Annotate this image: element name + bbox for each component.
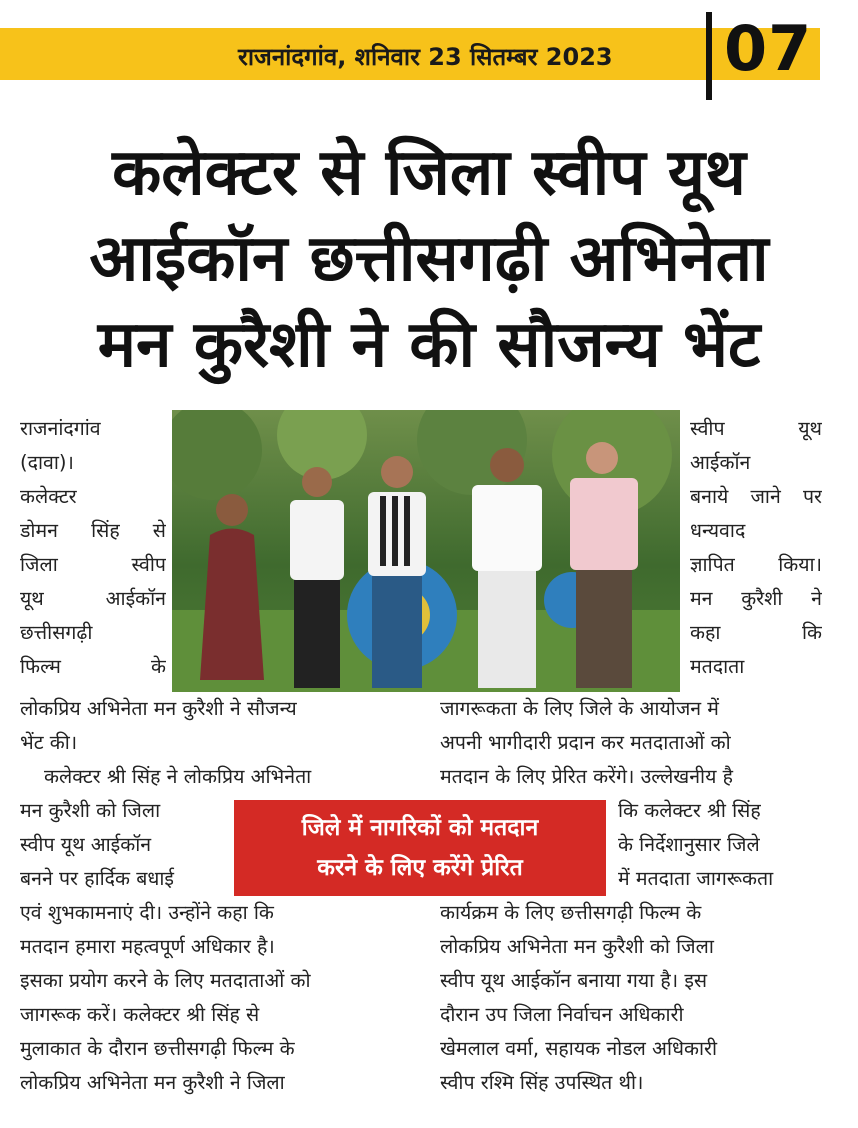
text-line: स्वीप रश्मि सिंह उपस्थित थी।: [440, 1071, 644, 1094]
news-photo: [172, 410, 680, 692]
intro-column-left: [20, 412, 166, 684]
text-line: कि कलेक्टर श्री सिंह: [618, 799, 761, 822]
page-number-divider: [706, 12, 712, 100]
text-line: फिल्म के: [20, 655, 166, 678]
text-line: में मतदाता जागरूकता: [618, 867, 774, 890]
headline-line-1: कलेक्टर से जिला स्वीप यूथ: [112, 136, 746, 210]
text-line: मतदान के लिए प्रेरित करेंगे। उल्लेखनीय है: [440, 765, 733, 788]
headline: [0, 130, 858, 388]
text-line: अपनी भागीदारी प्रदान कर मतदाताओं को: [440, 731, 731, 754]
text-line: मन कुरैशी को जिला: [20, 799, 161, 822]
intro-column-right: [690, 412, 822, 684]
text-line: राजनांदगांव: [20, 417, 101, 440]
text-line: खेमलाल वर्मा, सहायक नोडल अधिकारी: [440, 1037, 718, 1060]
headline-line-3: मन कुरैशी ने की सौजन्य भेंट: [97, 308, 761, 382]
text-line: दौरान उप जिला निर्वाचन अधिकारी: [440, 1003, 684, 1026]
text-line: स्वीप यूथ आईकॉन बनाया गया है। इस: [440, 969, 708, 992]
text-line: मन कुरैशी ने: [690, 587, 822, 610]
body-column-left: [20, 692, 410, 1100]
pull-quote-line-1: जिले में नागरिकों को मतदान: [301, 815, 539, 841]
text-line: धन्यवाद: [690, 519, 746, 542]
text-line: के निर्देशानुसार जिले: [618, 833, 760, 856]
text-line: लोकप्रिय अभिनेता मन कुरैशी ने सौजन्य: [20, 697, 297, 720]
text-line: छत्तीसगढ़ी: [20, 621, 93, 644]
dateline: राजनांदगांव, शनिवार 23 सितम्बर 2023: [238, 43, 613, 71]
text-line: डोमन सिंह से: [20, 519, 166, 542]
text-line: जागरूक करें। कलेक्टर श्री सिंह से: [20, 1003, 260, 1026]
text-line: बनने पर हार्दिक बधाई: [20, 867, 174, 890]
text-line: एवं शुभकामनाएं दी। उन्होंने कहा कि: [20, 901, 274, 924]
text-line: इसका प्रयोग करने के लिए मतदाताओं को: [20, 969, 311, 992]
text-line: कार्यक्रम के लिए छत्तीसगढ़ी फिल्म के: [440, 901, 702, 924]
text-line: (दावा)।: [20, 451, 74, 474]
text-line: स्वीप यूथ: [690, 417, 822, 440]
text-line: मुलाकात के दौरान छत्तीसगढ़ी फिल्म के: [20, 1037, 295, 1060]
text-line: आईकॉन: [690, 451, 751, 474]
text-line: ज्ञापित किया।: [690, 553, 822, 576]
body-column-right: [440, 692, 828, 1100]
text-line: कलेक्टर: [20, 485, 77, 508]
text-line: मतदान हमारा महत्वपूर्ण अधिकार है।: [20, 935, 275, 958]
pull-quote-callout: [234, 800, 606, 896]
text-line: लोकप्रिय अभिनेता मन कुरैशी को जिला: [440, 935, 714, 958]
pull-quote-line-2: करने के लिए करेंगे प्रेरित: [317, 855, 523, 881]
person-5: [570, 442, 638, 688]
text-line: कहा कि: [690, 621, 822, 644]
text-line: जागरूकता के लिए जिले के आयोजन में: [440, 697, 719, 720]
text-line: बनाये जाने पर: [690, 485, 822, 508]
text-line: स्वीप यूथ आईकॉन: [20, 833, 152, 856]
text-line: मतदाता: [690, 655, 745, 678]
person-2: [290, 467, 344, 688]
text-line: यूथ आईकॉन: [20, 587, 166, 610]
page-number: 07: [724, 12, 813, 85]
text-line: कलेक्टर श्री सिंह ने लोकप्रिय अभिनेता: [44, 765, 312, 788]
headline-line-2: आईकॉन छत्तीसगढ़ी अभिनेता: [89, 222, 769, 296]
text-line: जिला स्वीप: [20, 553, 166, 576]
text-line: लोकप्रिय अभिनेता मन कुरैशी ने जिला: [20, 1071, 285, 1094]
text-line: भेंट की।: [20, 731, 78, 754]
